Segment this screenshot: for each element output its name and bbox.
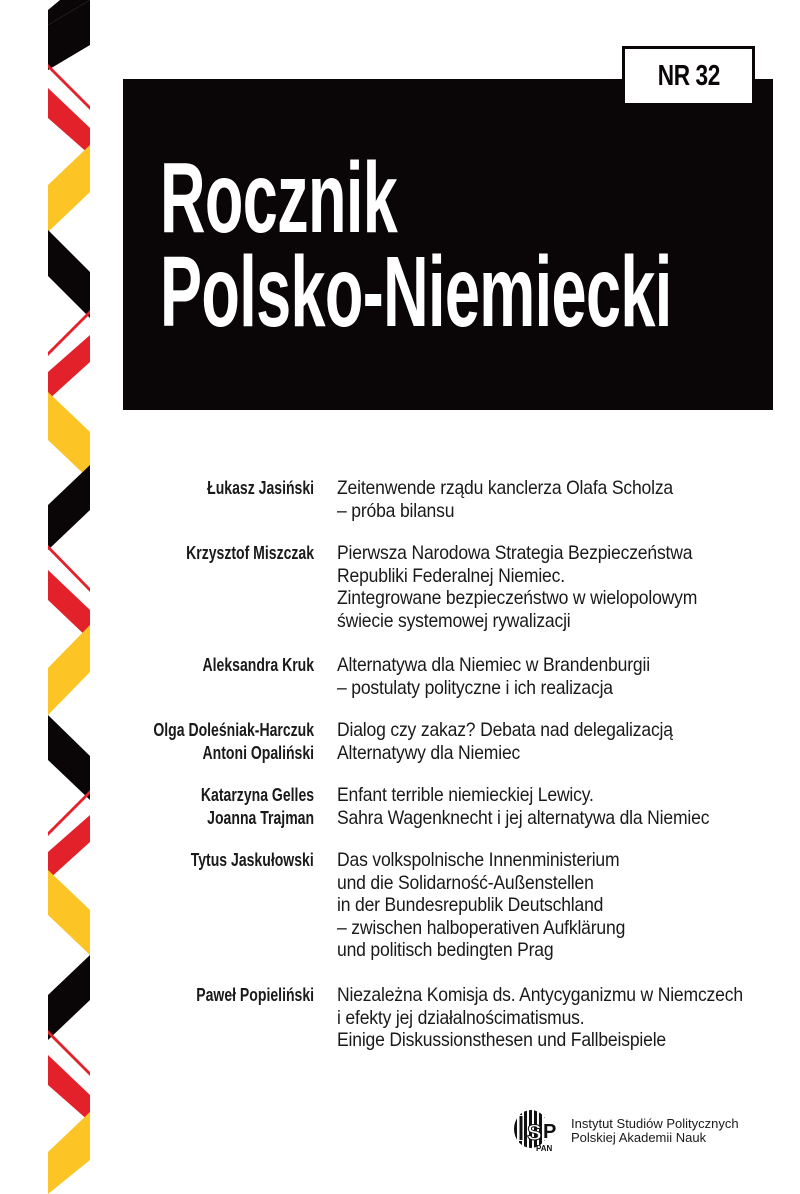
entry-authors <box>177 477 314 500</box>
title-line: i efekty jej działalnościmatismus. <box>337 1006 585 1029</box>
author-name: Tytus Jaskułowski <box>190 850 314 870</box>
title-line: – zwischen halboperativen Aufklärung <box>337 916 626 939</box>
title-line: in der Bundesrepublik Deutschland <box>337 894 604 916</box>
title-line: und die Solidarność-Außenstellen <box>337 871 594 894</box>
publisher-name <box>571 1117 739 1145</box>
author-name: Aleksandra Kruk <box>202 655 314 675</box>
author-name: Katarzyna Gelles <box>200 785 314 805</box>
title-line: und politisch bedingten Prag <box>337 939 554 961</box>
author-name: Paweł Popieliński <box>196 985 314 1005</box>
publisher-name-line-2: Polskiej Akademii Nauk <box>571 1130 707 1145</box>
issue-number-badge <box>622 46 755 106</box>
entry-authors <box>108 719 314 764</box>
author-name: Joanna Trajman <box>207 807 314 828</box>
title-line: Dialog czy zakaz? Debata nad delegalizacją <box>337 719 673 741</box>
issue-number-label: NR 32 <box>657 59 720 92</box>
isp-pan-logo-icon <box>513 1108 559 1154</box>
entry-title <box>337 719 710 764</box>
author-name: Olga Doleśniak-Harczuk <box>153 720 314 740</box>
entry-title <box>337 477 710 522</box>
entry-authors <box>163 984 314 1007</box>
entry-title <box>337 849 657 962</box>
publisher-logo <box>513 1108 753 1154</box>
journal-title-line-1: Rocznik <box>160 142 398 254</box>
title-line: Niezależna Komisja ds. Antycyganizmu w Niemczech <box>337 984 743 1006</box>
entry-title <box>337 984 788 1052</box>
author-name: Łukasz Jasiński <box>207 478 314 498</box>
entry-authors <box>156 849 314 872</box>
title-line: Zeitenwende rządu kanclerza Olafa Scholza <box>337 477 674 499</box>
author-name: Antoni Opaliński <box>202 742 314 763</box>
entry-authors <box>171 654 314 677</box>
title-line: Enfant terrible niemieckiej Lewicy. <box>337 784 594 806</box>
title-line: Einige Diskussionsthesen und Fallbeispiele <box>337 1029 667 1051</box>
title-line: Republiki Federalnej Niemiec. <box>337 564 565 587</box>
svg-text:S: S <box>527 1120 542 1145</box>
title-line: – postulaty polityczne i ich realizacja <box>337 676 613 699</box>
entry-authors <box>150 542 314 565</box>
entry-title <box>337 542 737 632</box>
svg-text:PAN: PAN <box>536 1144 553 1153</box>
title-line: Zintegrowane bezpieczeństwo w wielopolowym <box>337 587 698 609</box>
title-line: świecie systemowej rywalizacji <box>337 609 571 632</box>
title-line: Sahra Wagenknecht i jej alternatywa dla Niemiec <box>337 806 710 829</box>
title-line: Pierwsza Narodowa Strategia Bezpieczeństwa <box>337 542 693 564</box>
publisher-name-line-1: Instytut Studiów Politycznych <box>571 1116 739 1131</box>
journal-title-block <box>123 79 773 410</box>
entry-authors <box>169 784 314 829</box>
entry-title <box>337 784 751 829</box>
title-line: Das volkspolnische Innenministerium <box>337 849 620 871</box>
journal-title-line-2: Polsko-Niemiecki <box>160 236 672 348</box>
entry-title <box>337 654 685 699</box>
title-line: Alternatywy dla Niemiec <box>337 741 521 764</box>
flag-stripe-decoration <box>0 0 100 1194</box>
author-name: Krzysztof Miszczak <box>186 543 314 563</box>
svg-text:P: P <box>543 1121 557 1143</box>
title-line: – próba bilansu <box>337 499 455 522</box>
title-line: Alternatywa dla Niemiec w Brandenburgii <box>337 654 650 676</box>
